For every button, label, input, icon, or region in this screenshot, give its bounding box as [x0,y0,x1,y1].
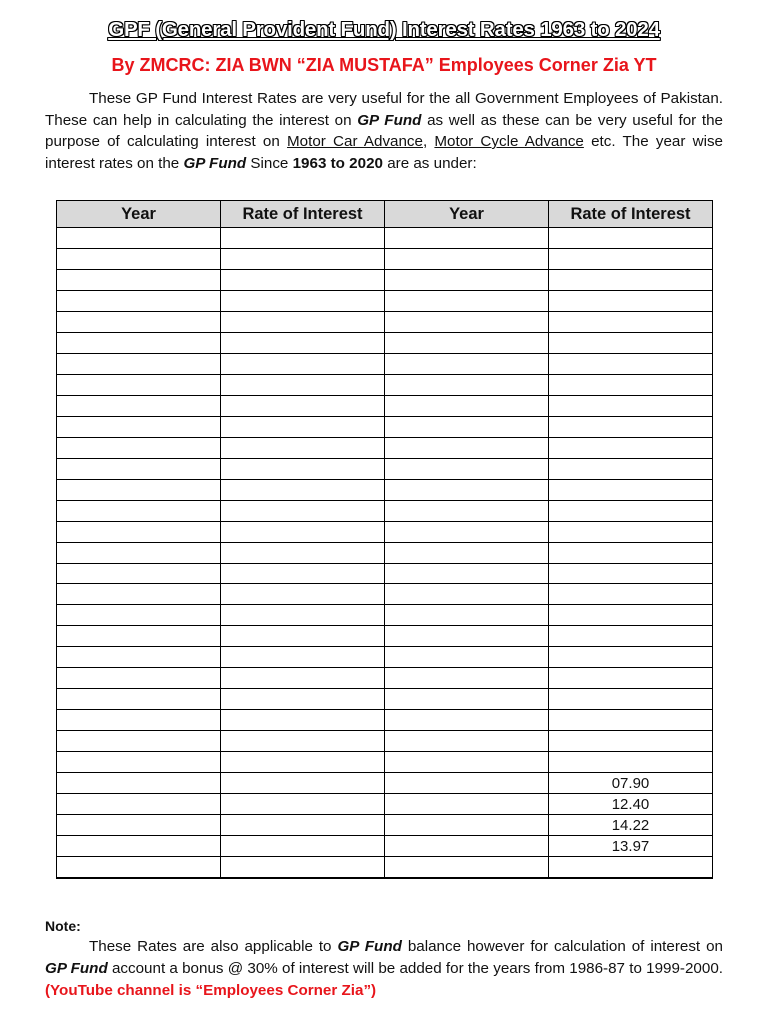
table-row [57,836,713,857]
rate-cell [549,752,713,773]
rate-cell [221,773,385,794]
year-cell [385,290,549,311]
rate-cell [221,290,385,311]
year-cell [385,605,549,626]
rate-cell [221,521,385,542]
table-row [57,689,713,710]
rate-cell [221,689,385,710]
year-cell [385,395,549,416]
year-cell [385,311,549,332]
table-row [57,248,713,269]
rate-cell [549,563,713,584]
table-row [57,374,713,395]
table-row [57,437,713,458]
year-cell [385,563,549,584]
rate-cell [221,353,385,374]
table-row [57,752,713,773]
year-cell [385,689,549,710]
year-cell [385,458,549,479]
rate-cell [221,311,385,332]
year-cell [385,815,549,836]
rate-cell [549,857,713,878]
rate-cell [549,647,713,668]
rate-cell [221,500,385,521]
table-row [57,332,713,353]
motor-cycle-advance-link[interactable]: Motor Cycle Advance [434,133,584,150]
page-subtitle: By ZMCRC: ZIA BWN “ZIA MUSTAFA” Employees Corner Zia YT [111,55,657,75]
year-cell [57,689,221,710]
year-cell [57,542,221,563]
rate-cell [549,584,713,605]
rate-cell [549,374,713,395]
year-cell [57,437,221,458]
rate-cell [221,647,385,668]
rate-cell [549,332,713,353]
year-cell [57,731,221,752]
note-paragraph: These Rates are also applicable to GP Fund balance however for calculation of interest on GP Fund account a bonus @ 30% of interest will be added for the years from 1986-87 to 1999-2000. (YouTube channel is “Employees Corner Zia”) [45,938,723,999]
rate-cell [221,374,385,395]
rate-cell [221,458,385,479]
year-cell [385,228,549,249]
year-cell [57,479,221,500]
gp-fund-emphasis: GP Fund [357,111,422,129]
rate-cell [221,731,385,752]
rate-cell [549,626,713,647]
year-cell [385,353,549,374]
rate-cell: 12.40 [549,794,713,815]
year-cell [57,815,221,836]
interest-rates-table [56,200,713,879]
rate-cell [221,479,385,500]
table-header-row [57,201,713,228]
table-row [57,521,713,542]
table-row [57,710,713,731]
year-cell [385,521,549,542]
table-row [57,458,713,479]
year-cell [385,332,549,353]
rate-cell [221,563,385,584]
header-year: Year [385,201,549,228]
year-cell [385,500,549,521]
years-range: 1963 to 2020 [292,154,383,172]
motor-car-advance-link[interactable]: Motor Car Advance [287,133,423,150]
rate-cell [221,269,385,290]
year-cell [57,458,221,479]
rate-cell: 13.97 [549,836,713,857]
rate-cell [221,228,385,249]
rate-cell [549,521,713,542]
year-cell [385,647,549,668]
table-row [57,228,713,249]
table-row [57,269,713,290]
year-cell [385,857,549,878]
year-cell [385,773,549,794]
rate-cell [221,836,385,857]
table-row [57,353,713,374]
intro-paragraph: These GP Fund Interest Rates are very useful for the all Government Employees of Pakistan. These can help in calculating the interest on GP Fund as well as these can be very useful for the purpose of calculating interest on Motor Car Advance, Motor Cycle Advance etc. The year wise interest rates on the GP Fund Since 1963 to 2020 are as under: [45,90,724,172]
year-cell [57,374,221,395]
rate-cell [549,542,713,563]
year-cell [57,332,221,353]
year-cell [57,395,221,416]
rate-cell [221,542,385,563]
table-row [57,773,713,794]
year-cell [57,836,221,857]
year-cell [57,647,221,668]
table-row [57,668,713,689]
table-row [57,584,713,605]
table-row [57,500,713,521]
table-row [57,542,713,563]
rate-cell [549,311,713,332]
rate-cell: 07.90 [549,773,713,794]
year-cell [57,563,221,584]
rate-cell [549,458,713,479]
rate-cell [221,710,385,731]
rate-cell [221,437,385,458]
year-cell [57,584,221,605]
page-title: GPF (General Provident Fund) Interest Rates 1963 to 2024 [108,18,660,41]
rate-cell [221,416,385,437]
year-cell [57,500,221,521]
year-cell [57,248,221,269]
year-cell [385,374,549,395]
year-cell [385,794,549,815]
gp-fund-emphasis: GP Fund [337,938,402,955]
table-row [57,290,713,311]
table-row [57,857,713,878]
rate-cell [221,248,385,269]
rate-cell [221,815,385,836]
table-row [57,605,713,626]
gp-fund-emphasis: GP Fund [183,154,247,172]
year-cell [385,437,549,458]
table-row [57,395,713,416]
rate-cell [549,416,713,437]
rate-cell [549,248,713,269]
rate-cell [549,290,713,311]
year-cell [57,353,221,374]
year-cell [57,290,221,311]
year-cell [57,773,221,794]
rate-cell [221,752,385,773]
year-cell [385,584,549,605]
table-row [57,794,713,815]
rate-cell [221,395,385,416]
table-row [57,626,713,647]
rate-cell [221,584,385,605]
rate-cell: 14.22 [549,815,713,836]
year-cell [57,311,221,332]
rate-cell [549,710,713,731]
year-cell [57,857,221,878]
year-cell [385,542,549,563]
rate-cell [221,857,385,878]
year-cell [385,416,549,437]
header-rate-of-interest: Rate of Interest [221,201,385,228]
year-cell [57,228,221,249]
rate-cell [549,437,713,458]
rate-cell [549,500,713,521]
table-body [57,228,713,878]
header-year: Year [57,201,221,228]
year-cell [385,668,549,689]
year-cell [57,416,221,437]
year-cell [385,710,549,731]
rate-cell [549,269,713,290]
rate-cell [549,668,713,689]
note-label: Note: [45,918,81,934]
table-row [57,731,713,752]
rate-cell [221,332,385,353]
rate-cell [549,731,713,752]
rate-cell [549,689,713,710]
table-row [57,311,713,332]
year-cell [57,752,221,773]
year-cell [57,668,221,689]
year-cell [385,479,549,500]
rate-cell [549,605,713,626]
year-cell [385,248,549,269]
youtube-channel-note: (YouTube channel is “Employees Corner Zia”) [45,982,377,999]
rate-cell [549,353,713,374]
year-cell [57,794,221,815]
gp-fund-emphasis: GP Fund [45,960,108,977]
year-cell [57,605,221,626]
table-row [57,815,713,836]
year-cell [57,710,221,731]
rate-cell [221,626,385,647]
table-row [57,416,713,437]
year-cell [57,521,221,542]
header-rate-of-interest: Rate of Interest [549,201,713,228]
year-cell [385,731,549,752]
table-row [57,563,713,584]
rate-cell [221,794,385,815]
rate-cell [549,395,713,416]
year-cell [385,269,549,290]
rate-cell [221,668,385,689]
rate-cell [221,605,385,626]
year-cell [57,626,221,647]
year-cell [385,836,549,857]
year-cell [385,626,549,647]
rate-cell [549,479,713,500]
year-cell [57,269,221,290]
rate-cell [549,228,713,249]
table-row [57,647,713,668]
year-cell [385,752,549,773]
table-row [57,479,713,500]
